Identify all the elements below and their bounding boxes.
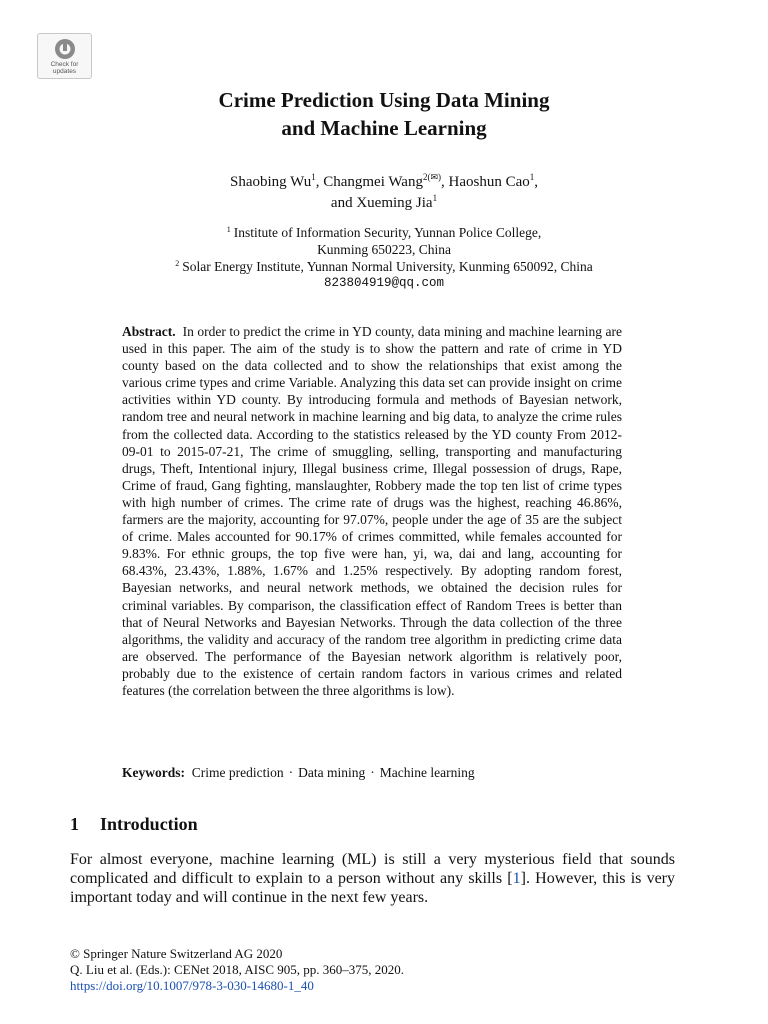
keyword: Machine learning [379, 765, 475, 780]
author-affiliation-mark: 1 [432, 193, 438, 203]
check-for-updates-badge[interactable] [37, 33, 92, 79]
abstract-text: In order to predict the crime in YD county, data mining and machine learning are used in this paper. The aim of the study is to show the pattern and rate of crime in YD county based on the data collected and to show the relationships that exist among the various crime types and crime Variable. Analyzing this data set can provide insight on crime activities within YD county. By introducing formula and methods of Bayesian network, random tree and neural network in machine learning and big data, to analyze the crime rules from the collected data. According to the statistics released by the YD county From 2012-09-01 to 2015-07-21, The crime of smuggling, selling, transporting and manufacturing drugs, Theft, Intentional injury, Illegal business crime, Illegal possession of drugs, Rape, Crime of fraud, Gang fighting, manslaughter, Robbery made the top ten list of crime types with high number of crimes. The crime rate of drugs was the highest, reaching 46.86%, farmers are the majority, accounting for 97.07%, people under the age of 35 are the subject of crime. Males accounted for 90.17% of crimes committed, while females accounted for 9.83%. For ethnic groups, the top five were han, yi, wa, dai and lang, accounting for 68.43%, 23.43%, 1.88%, 1.67% and 1.25% respectively. By adopting random forest, Bayesian networks, and neural network methods, we obtained the decision rules for criminal variables. By comparison, the classification effect of Random Trees is better than that of Neural Networks and Bayesian Networks. Through the data collection of the three algorithms, the validity and accuracy of the random tree algorithm in predicting crime data are observed. The performance of the Bayesian network algorithm is relatively poor, probably due to the existence of certain random factors in various crimes and related features (the correlation between the three algorithms is low). [122, 324, 623, 698]
affiliation-1-line1: $^1$ Institute of Information Security, Yunnan Police College, [226, 225, 542, 240]
author-list [0, 172, 768, 214]
citation-link[interactable]: 1 [512, 870, 521, 887]
author-affiliation-mark: 2(✉) [422, 172, 441, 182]
author-affiliation-mark: 1 [529, 172, 535, 182]
doi-link[interactable]: https://doi.org/10.1007/978-3-030-14680-1_40 [70, 978, 314, 993]
citation-info: Q. Liu et al. (Eds.): CENet 2018, AISC 905, pp. 360–375, 2020. [70, 962, 405, 977]
title-line2: and Machine Learning [281, 116, 487, 140]
footer [70, 946, 404, 994]
section-title: Introduction [100, 814, 198, 834]
keywords [122, 764, 622, 782]
check-for-updates-icon [53, 37, 77, 61]
section-heading [70, 812, 198, 836]
author-name: Haoshun Cao [448, 174, 530, 190]
copyright-notice: © Springer Nature Switzerland AG 2020 [70, 946, 283, 961]
author-name: Shaobing Wu [229, 174, 312, 190]
affiliation-2 [0, 258, 768, 275]
affiliation-number: 1 [226, 225, 231, 234]
author-affiliation-mark: 1 [311, 172, 316, 182]
section-number: 1 [70, 814, 79, 834]
affiliation-1 [0, 224, 768, 258]
author-line2: and Xueming Jia$^1$ [330, 193, 438, 211]
title-line1: Crime Prediction Using Data Mining [218, 88, 550, 112]
badge-text-line2: updates [52, 68, 77, 75]
author-name: Changmei Wang [323, 174, 423, 190]
affiliation-1-line2: Kunming 650223, China [317, 242, 451, 257]
author-name: Xueming Jia [356, 195, 433, 211]
author-line1: Shaobing Wu$^1$, Changmei Wang$^{2(✉)}$, Haoshun Cao$^1$, [229, 172, 538, 190]
badge-text-line1: Check for [50, 61, 79, 68]
keyword: Data mining [298, 765, 366, 780]
paper-title [0, 86, 768, 142]
affiliation-number: 2 [175, 259, 180, 268]
abstract-label: Abstract. [122, 324, 176, 339]
keywords-label: Keywords: [122, 765, 185, 780]
abstract [122, 323, 622, 699]
author-email[interactable]: 823804919@qq.com [323, 276, 445, 290]
keyword: Crime prediction [191, 765, 284, 780]
affiliation-2-line1: $^2$ Solar Energy Institute, Yunnan Normal University, Kunming 650092, China [175, 259, 593, 274]
keyword-separator: · [288, 765, 294, 780]
keyword-separator: · [370, 765, 375, 780]
intro-paragraph: For almost everyone, machine learning (ML) is still a very mysterious field that sounds complicated and difficult to explain to a person without any skills [1]. However, this is very important today and will continue in the next few years. [70, 851, 676, 906]
